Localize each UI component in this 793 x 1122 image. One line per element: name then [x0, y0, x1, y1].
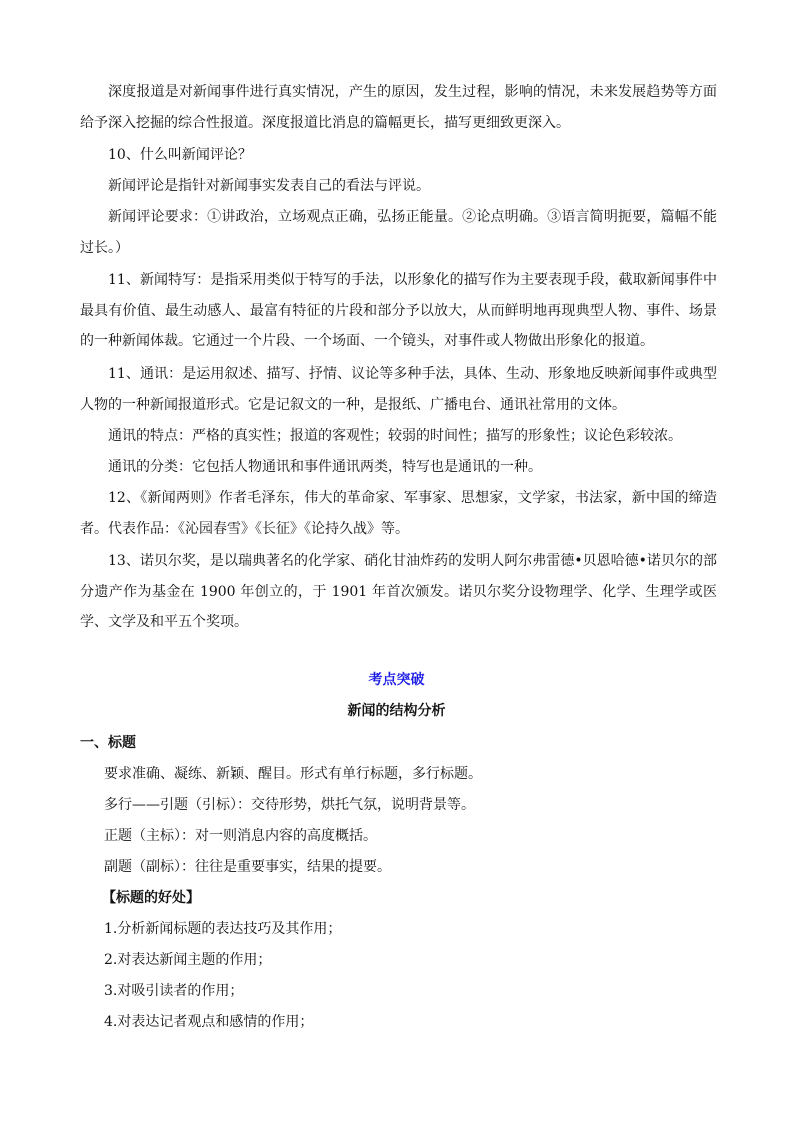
- section-label: 考点突破: [368, 672, 425, 688]
- benefit-item-3: 3.对吸引读者的作用；: [104, 983, 244, 999]
- paragraph-feature: 11、新闻特写：是指采用类似于特写的手法，以形象化的描写作为主要表现手段，截取新闻事件中最具有价值、最生动感人、最富有特征的片段和部分予以放大，从而鲜明地再现典型人物、事件、场景的一种新闻体裁。它通过一个片段、一个场面、一个镜头，对事件或人物做出形象化的报道。: [80, 272, 717, 349]
- paragraph-correspondence: 11、通讯：是运用叙述、描写、抒情、议论等多种手法，具体、生动、形象地反映新闻事件或典型人物的一种新闻报道形式。它是记叙文的一种，是报纸、广播电台、通讯社常用的文体。: [80, 366, 717, 413]
- benefit-item-1: 1.分析新闻标题的表达技巧及其作用；: [104, 921, 342, 937]
- paragraph-q12: 12、《新闻两则》作者毛泽东，伟大的革命家、军事家、思想家，文学家，书法家，新中国的缔造者。代表作品：《沁园春雪》《长征》《论持久战》等。: [80, 490, 717, 537]
- benefit-item-2: 2.对表达新闻主题的作用；: [104, 952, 272, 968]
- title-line-4: 副题（副标）：往往是重要事实，结果的提要。: [104, 859, 391, 875]
- title-line-2: 多行——引题（引标）：交待形势，烘托气氛，说明背景等。: [104, 797, 475, 813]
- paragraph-correspondence-traits: 通讯的特点：严格的真实性；报道的客观性；较弱的时间性；描写的形象性；议论色彩较浓。: [108, 428, 682, 444]
- paragraph-deep-report: 深度报道是对新闻事件进行真实情况，产生的原因，发生过程，影响的情况，未来发展趋势等方面给予深入挖掘的综合性报道。深度报道比消息的篇幅更长，描写更细致更深入。: [80, 84, 717, 131]
- paragraph-commentary-def: 新闻评论是指针对新闻事实发表自己的看法与评说。: [108, 178, 430, 194]
- title-line-3: 正题（主标）：对一则消息内容的高度概括。: [104, 828, 377, 844]
- paragraph-q10: 10、什么叫新闻评论？: [108, 147, 252, 163]
- section-title: 新闻的结构分析: [347, 703, 446, 719]
- title-line-1: 要求准确、凝练、新颖、醒目。形式有单行标题，多行标题。: [104, 766, 482, 782]
- benefits-heading: 【标题的好处】: [102, 890, 200, 906]
- paragraph-commentary-req: 新闻评论要求：①讲政治，立场观点正确，弘扬正能量。②论点明确。③语言简明扼要，篇幅不能过长。）: [80, 209, 717, 256]
- paragraph-correspondence-types: 通讯的分类：它包括人物通讯和事件通讯两类，特写也是通讯的一种。: [108, 459, 542, 475]
- paragraph-nobel: 13、诺贝尔奖，是以瑞典著名的化学家、硝化甘油炸药的发明人阿尔弗雷德•贝恩哈德•诺贝尔的部分遗产作为基金在 1900 年创立的，于 1901 年首次颁发。诺贝尔奖分设物理学、化学、生理学或医学、文学及和平五个奖项。: [80, 553, 717, 630]
- heading-title: 一、标题: [80, 735, 136, 751]
- benefit-item-4: 4.对表达记者观点和感情的作用；: [104, 1014, 314, 1030]
